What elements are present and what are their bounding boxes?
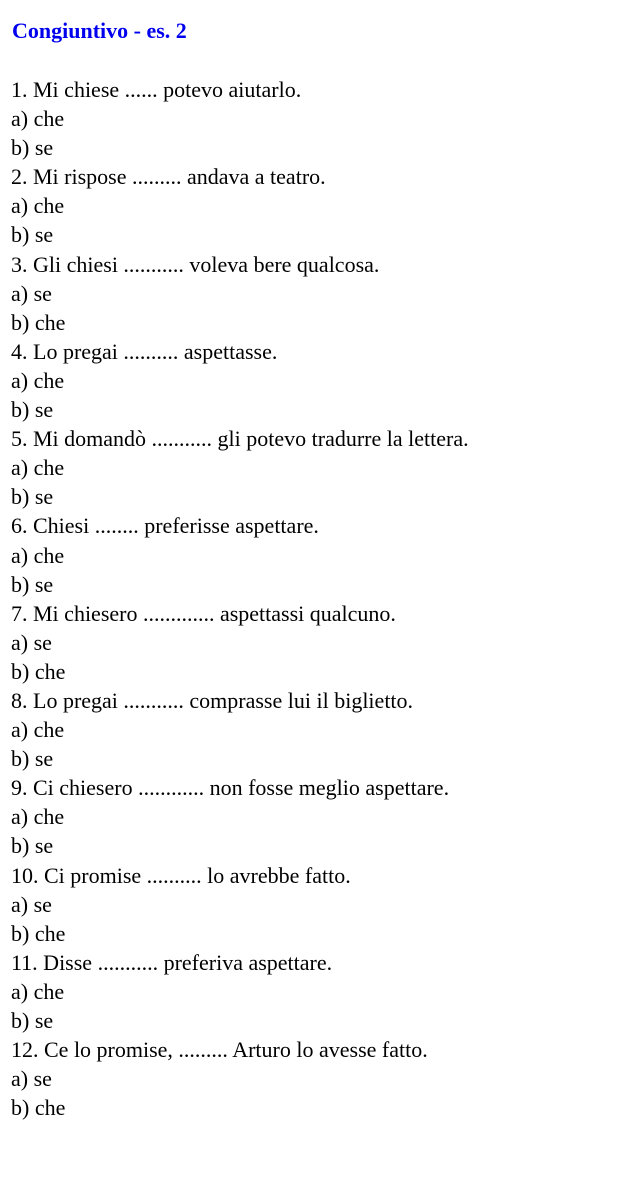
question-2-option-a: a) che (11, 193, 65, 219)
question-5-option-b: b) se (11, 484, 54, 510)
question-7-option-a: a) se (11, 629, 52, 655)
question-11-option-a: a) che (11, 978, 65, 1004)
question-1-option-a: a) che (11, 106, 65, 132)
question-list (11, 75, 469, 1122)
question-6-option-b: b) se (11, 571, 54, 597)
question-8-option-b: b) se (11, 746, 54, 772)
question-6: 6. Chiesi ........ preferisse aspettare. (11, 513, 319, 539)
question-3: 3. Gli chiesi ........... voleva bere qualcosa. (11, 251, 380, 277)
question-2: 2. Mi rispose ......... andava a teatro. (11, 164, 326, 190)
question-4-option-a: a) che (11, 367, 65, 393)
question-4-option-b: b) se (11, 397, 54, 423)
question-1: 1. Mi chiese ...... potevo aiutarlo. (11, 77, 302, 102)
question-9: 9. Ci chiesero ............ non fosse meglio aspettare. (11, 775, 450, 801)
question-7-option-b: b) che (11, 658, 66, 684)
question-12-option-a: a) se (11, 1066, 52, 1092)
question-12: 12. Ce lo promise, ......... Arturo lo avesse fatto. (11, 1037, 428, 1063)
question-5: 5. Mi domandò ........... gli potevo tradurre la lettera. (11, 426, 469, 452)
question-9-option-a: a) che (11, 804, 65, 830)
question-10-option-a: a) se (11, 891, 52, 917)
question-3-option-b: b) che (11, 309, 66, 335)
question-5-option-a: a) che (11, 455, 65, 481)
question-6-option-a: a) che (11, 542, 65, 568)
question-10-option-b: b) che (11, 920, 66, 946)
document-title: Congiuntivo - es. 2 (12, 18, 187, 43)
question-3-option-a: a) se (11, 280, 52, 306)
question-8-option-a: a) che (11, 717, 65, 743)
question-10: 10. Ci promise .......... lo avrebbe fatto. (11, 862, 351, 888)
question-8: 8. Lo pregai ........... comprasse lui il biglietto. (11, 687, 414, 713)
question-4: 4. Lo pregai .......... aspettasse. (11, 338, 278, 364)
question-2-option-b: b) se (11, 222, 54, 248)
question-1-option-b: b) se (11, 135, 54, 161)
question-12-option-b: b) che (11, 1095, 66, 1121)
question-7: 7. Mi chiesero ............. aspettassi qualcuno. (11, 600, 396, 626)
question-11: 11. Disse ........... preferiva aspettare. (11, 949, 333, 975)
question-9-option-b: b) se (11, 833, 54, 859)
question-11-option-b: b) se (11, 1008, 54, 1033)
